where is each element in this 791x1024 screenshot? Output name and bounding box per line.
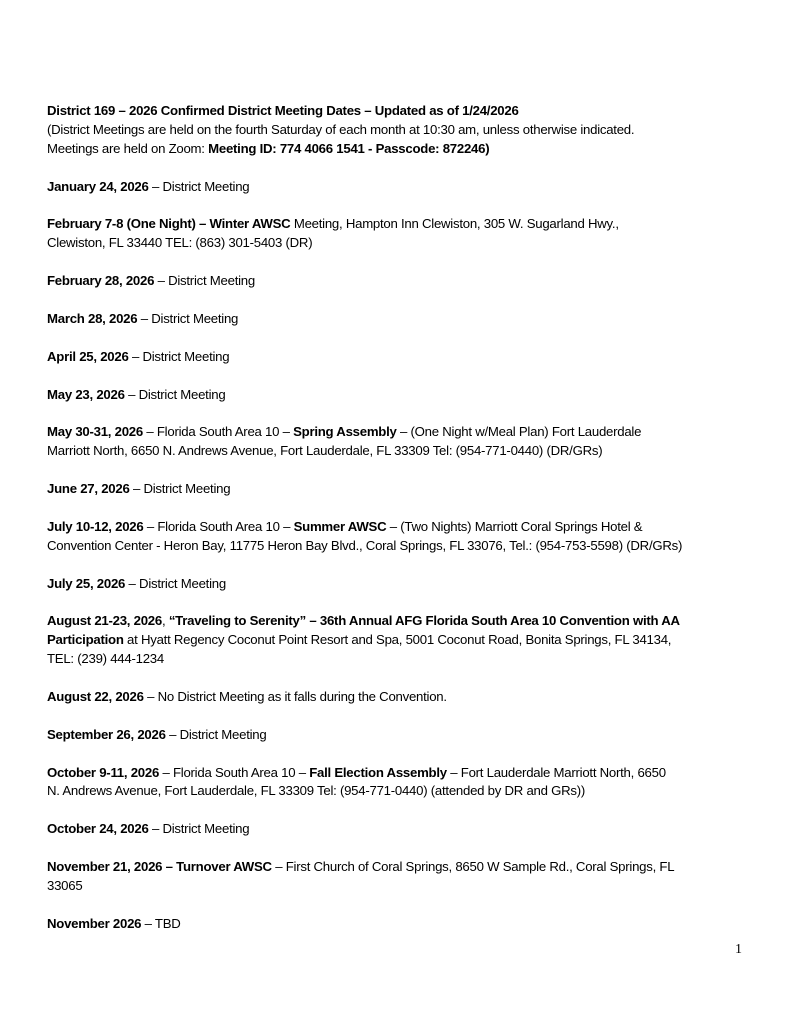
entry-text-line2: Marriott North, 6650 N. Andrews Avenue, Fort Lauderdale, FL 33309 Tel: (954-771-0440) (DR/GRs) xyxy=(47,443,603,459)
entry-march-28 xyxy=(47,310,747,329)
entry-text-2: – (One Night w/Meal Plan) Fort Lauderdale xyxy=(396,424,642,440)
entry-july-10-12 xyxy=(47,518,747,556)
entry-date: August 21-23, 2026 xyxy=(47,613,162,629)
entry-text: Meeting, Hampton Inn Clewiston, 305 W. Sugarland Hwy., xyxy=(290,216,619,232)
page-number: 1 xyxy=(735,942,742,957)
entry-text: – District Meeting xyxy=(148,821,250,837)
entry-text: – District Meeting xyxy=(137,310,239,326)
entry-date: March 28, 2026 xyxy=(47,310,138,326)
entry-april-25 xyxy=(47,348,747,367)
document-title: District 169 – 2026 Confirmed District Meeting Dates – Updated as of 1/24/2026 xyxy=(47,103,519,118)
entry-date: February 7-8 (One Night) – Winter AWSC xyxy=(47,216,291,232)
entry-text: – District Meeting xyxy=(148,178,250,194)
zoom-credentials: Meeting ID: 774 4066 1541 - Passcode: 872246) xyxy=(208,140,490,156)
entry-date: May 30-31, 2026 xyxy=(47,424,143,440)
entry-august-22 xyxy=(47,688,747,707)
entry-november-21 xyxy=(47,858,747,896)
entry-text: – District Meeting xyxy=(129,481,231,496)
entry-text: – District Meeting xyxy=(125,575,226,591)
entry-event: Spring Assembly xyxy=(293,424,397,440)
entry-text: – District Meeting xyxy=(154,273,255,289)
entry-text: , xyxy=(161,613,169,629)
entry-event: Summer AWSC xyxy=(293,518,387,534)
entry-date: November 2026 xyxy=(47,915,142,931)
entry-text: – Florida South Area 10 – xyxy=(143,518,294,534)
entry-text-line3: TEL: (239) 444-1234 xyxy=(47,651,164,667)
entry-event-continued: Participation xyxy=(47,632,124,648)
entry-date: October 9-11, 2026 xyxy=(47,764,160,780)
entry-text: – District Meeting xyxy=(128,348,230,364)
entry-text: – No District Meeting as it falls during the Convention. xyxy=(143,688,447,704)
entry-date: February 28, 2026 xyxy=(47,273,155,289)
entry-date: September 26, 2026 xyxy=(47,726,166,742)
entry-february-28 xyxy=(47,272,747,291)
entry-date: July 25, 2026 xyxy=(47,575,126,591)
entry-text-line2: Convention Center - Heron Bay, 11775 Heron Bay Blvd., Coral Springs, FL 33076, Tel.: (954-753-5598) (DR/GRs) xyxy=(47,537,683,553)
entry-text: – District Meeting xyxy=(165,726,267,742)
entry-july-25 xyxy=(47,575,747,594)
entry-text-2: – (Two Nights) Marriott Coral Springs Hotel & xyxy=(386,518,643,534)
entry-february-7-8 xyxy=(47,215,747,253)
entry-october-24 xyxy=(47,820,747,839)
entry-date: July 10-12, 2026 xyxy=(47,518,144,534)
entry-date: May 23, 2026 xyxy=(47,386,125,402)
entry-text-line2: N. Andrews Avenue, Fort Lauderdale, FL 33309 Tel: (954-771-0440) (attended by DR and GRs)) xyxy=(47,783,586,799)
entry-january-24 xyxy=(47,178,747,197)
entry-october-9-11 xyxy=(47,764,747,802)
entry-may-30-31 xyxy=(47,423,747,461)
document-header xyxy=(47,102,747,159)
entry-text-line2: Clewiston, FL 33440 TEL: (863) 301-5403 (DR) xyxy=(47,235,313,251)
entry-date: October 24, 2026 xyxy=(47,821,149,837)
entry-may-23 xyxy=(47,386,747,405)
entry-date: August 22, 2026 xyxy=(47,688,144,704)
entry-text-line2: 33065 xyxy=(47,877,83,893)
intro-line-1: (District Meetings are held on the fourth Saturday of each month at 10:30 am, unless otherwise indicated. xyxy=(47,121,635,137)
entry-event: Fall Election Assembly xyxy=(309,764,447,780)
entry-event: “Traveling to Serenity” – 36th Annual AFG Florida South Area 10 Convention with AA xyxy=(168,613,680,629)
entry-text: – Florida South Area 10 – xyxy=(142,424,294,440)
entry-november-tbd xyxy=(47,915,747,934)
entry-date: April 25, 2026 xyxy=(47,348,129,364)
zoom-label: Meetings are held on Zoom: xyxy=(47,140,209,156)
entry-text-2: – Fort Lauderdale Marriott North, 6650 xyxy=(446,764,666,780)
entry-september-26 xyxy=(47,726,747,745)
entry-date: June 27, 2026 xyxy=(47,481,130,496)
entry-text: – District Meeting xyxy=(124,386,226,402)
entry-date: November 21, 2026 – Turnover AWSC xyxy=(47,859,272,874)
entry-date: January 24, 2026 xyxy=(47,178,149,194)
intro-line-2 xyxy=(47,140,747,159)
entry-text-line2: at Hyatt Regency Coconut Point Resort and Spa, 5001 Coconut Road, Bonita Springs, FL 34134, xyxy=(123,632,672,648)
entry-text: – First Church of Coral Springs, 8650 W Sample Rd., Coral Springs, FL xyxy=(271,859,675,874)
entry-june-27 xyxy=(47,480,747,499)
document-body xyxy=(47,102,747,953)
entry-text: – TBD xyxy=(141,915,181,931)
entry-august-21-23 xyxy=(47,612,747,669)
entry-text: – Florida South Area 10 – xyxy=(159,764,310,780)
